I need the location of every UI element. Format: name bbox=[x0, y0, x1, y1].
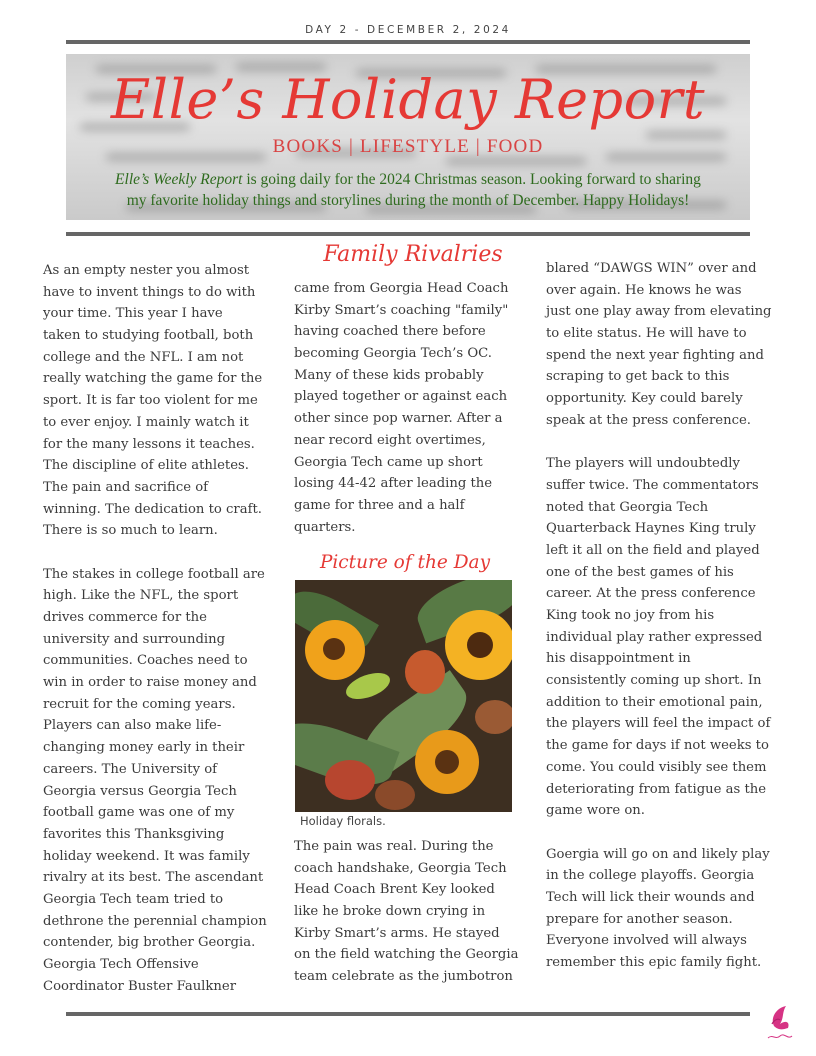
text-line: The discipline of elite athletes. bbox=[43, 458, 249, 474]
blurb-italic: Elle’s Weekly Report bbox=[115, 171, 243, 188]
text-line: The pain and sacrifice of bbox=[43, 479, 209, 495]
report-title: Elle’s Holiday Report bbox=[110, 68, 706, 131]
text-line: Georgia versus Georgia Tech bbox=[43, 783, 237, 799]
text-line: to elite status. He will have to bbox=[546, 326, 747, 342]
header-banner bbox=[66, 54, 750, 220]
holiday-florals-photo bbox=[295, 580, 512, 812]
text-line: near record eight overtimes, bbox=[294, 432, 486, 448]
text-line: Kirby Smart’s coaching "family" bbox=[294, 302, 509, 318]
text-line: career. At the press conference bbox=[546, 586, 756, 602]
text-line: consistently coming up short. In bbox=[546, 673, 762, 689]
text-line: in the college playoffs. Georgia bbox=[546, 868, 755, 884]
text-line: holiday weekend. It was family bbox=[43, 848, 250, 864]
text-line: game for three and a half bbox=[294, 497, 465, 513]
text-line: Coordinator Buster Faulkner bbox=[43, 978, 236, 994]
text-line: played together or against each bbox=[294, 389, 508, 405]
column-2-paragraph-1 bbox=[294, 278, 508, 538]
text-line: having coached there before bbox=[294, 324, 486, 340]
blurb-line-2: my favorite holiday things and storylines during the month of December. Happy Holidays! bbox=[126, 192, 690, 209]
text-line: Goergia will go on and likely play bbox=[546, 846, 770, 862]
text-line: over again. He knows he was bbox=[546, 282, 742, 298]
text-line: university and surrounding bbox=[43, 631, 226, 647]
text-line: have to invent things to do with bbox=[43, 284, 256, 300]
text-line: contender, big brother Georgia. bbox=[43, 935, 256, 951]
text-line: come. You could visibly see them bbox=[546, 759, 767, 775]
text-line: your time. This year I have bbox=[43, 306, 223, 322]
text-line: suffer twice. The commentators bbox=[546, 477, 759, 493]
text-line: one of the best games of his bbox=[546, 564, 734, 580]
text-line: The players will undoubtedly bbox=[546, 456, 740, 472]
text-line: college and the NFL. I am not bbox=[43, 349, 244, 365]
family-rivalries-heading: Family Rivalries bbox=[323, 242, 503, 267]
text-line: football game was one of my bbox=[43, 805, 235, 821]
text-line: Georgia Tech came up short bbox=[294, 454, 483, 470]
article-column-2-bottom bbox=[294, 836, 518, 988]
text-line: Players can also make life- bbox=[43, 718, 222, 734]
text-line: As an empty nester you almost bbox=[43, 263, 250, 278]
text-line: to ever enjoy. I mainly watch it bbox=[43, 414, 249, 430]
text-line: came from Georgia Head Coach bbox=[294, 281, 509, 296]
text-line: King took no joy from his bbox=[546, 608, 715, 623]
text-line: individual play rather expressed bbox=[546, 629, 763, 645]
column-2-paragraph-2 bbox=[294, 836, 518, 988]
text-line: communities. Coaches need to bbox=[43, 653, 248, 669]
text-line: opportunity. Key could barely bbox=[546, 391, 743, 407]
text-line: Kirby Smart’s arms. He stayed bbox=[294, 925, 500, 941]
article-column-3 bbox=[546, 258, 772, 974]
text-line: taken to studying football, both bbox=[43, 328, 254, 344]
text-line: high. Like the NFL, the sport bbox=[43, 588, 239, 604]
text-line: other since pop warner. After a bbox=[294, 411, 503, 427]
report-subtitle: BOOKS | LIFESTYLE | FOOD bbox=[272, 136, 544, 157]
blurb-line-1 bbox=[74, 169, 742, 190]
column-1-paragraph-2 bbox=[43, 564, 267, 998]
text-line: Quarterback Haynes King truly bbox=[546, 521, 756, 537]
text-line: remember this epic family fight. bbox=[546, 955, 762, 970]
column-3-paragraph-3 bbox=[546, 844, 772, 974]
dateline: DAY 2 - DECEMBER 2, 2024 bbox=[305, 24, 511, 36]
text-line: Tech will lick their wounds and bbox=[546, 889, 755, 905]
text-line: spend the next year fighting and bbox=[546, 347, 764, 363]
column-3-paragraph-2 bbox=[546, 453, 772, 822]
text-line: the players will feel the impact of bbox=[546, 716, 771, 732]
text-line: The stakes in college football are bbox=[43, 566, 265, 582]
text-line: favorites this Thanksgiving bbox=[43, 826, 225, 842]
text-line: team celebrate as the jumbotron bbox=[294, 969, 513, 985]
column-1-paragraph-1 bbox=[43, 260, 267, 542]
text-line: drives commerce for the bbox=[43, 610, 207, 625]
text-line: just one play away from elevating bbox=[546, 304, 772, 320]
article-column-2-top bbox=[294, 278, 508, 538]
text-line: sport. It is far too violent for me bbox=[43, 393, 258, 409]
text-line: Many of these kids probably bbox=[294, 367, 484, 383]
top-divider bbox=[66, 40, 750, 44]
footer-divider bbox=[66, 1012, 750, 1016]
text-line: deteriorating from fatigue as the bbox=[546, 781, 767, 797]
report-blurb bbox=[74, 169, 742, 211]
text-line: speak at the press conference. bbox=[546, 412, 751, 428]
picture-of-the-day-heading: Picture of the Day bbox=[319, 552, 491, 573]
text-line: prepare for another season. bbox=[546, 911, 733, 927]
text-line: on the field watching the Georgia bbox=[294, 947, 519, 963]
text-line: losing 44-42 after leading the bbox=[294, 476, 493, 492]
text-line: recruit for the coming years. bbox=[43, 696, 236, 712]
text-line: the game for days if not weeks to bbox=[546, 738, 769, 754]
header-divider bbox=[66, 232, 750, 236]
text-line: winning. The dedication to craft. bbox=[43, 501, 262, 517]
text-line: blared “DAWGS WIN” over and bbox=[546, 261, 757, 276]
text-line: game wore on. bbox=[546, 803, 645, 819]
text-line: Georgia Tech team tried to bbox=[43, 891, 224, 907]
column-3-paragraph-1 bbox=[546, 258, 772, 432]
text-line: left it all on the field and played bbox=[546, 542, 760, 558]
blurb-line-1-rest: is going daily for the 2024 Christmas season. Looking forward to sharing bbox=[242, 171, 701, 188]
text-line: The pain was real. During the bbox=[294, 839, 494, 854]
text-line: for the many lessons it teaches. bbox=[43, 436, 255, 452]
text-line: win in order to raise money and bbox=[43, 675, 257, 691]
text-line: scraping to get back to this bbox=[546, 369, 730, 385]
text-line: like he broke down crying in bbox=[294, 904, 486, 920]
article-column-1 bbox=[43, 260, 267, 997]
text-line: noted that Georgia Tech bbox=[546, 499, 709, 515]
text-line: dethrone the perennial champion bbox=[43, 913, 267, 929]
text-line: quarters. bbox=[294, 519, 356, 535]
text-line: Georgia Tech Offensive bbox=[43, 957, 199, 972]
text-line: rivalry at its best. The ascendant bbox=[43, 870, 264, 886]
photo-caption: Holiday florals. bbox=[300, 814, 386, 828]
text-line: Everyone involved will always bbox=[546, 933, 747, 949]
text-line: changing money early in their bbox=[43, 740, 245, 756]
text-line: becoming Georgia Tech’s OC. bbox=[294, 346, 492, 362]
elle-wolf-signature-logo bbox=[764, 1002, 796, 1046]
text-line: Head Coach Brent Key looked bbox=[294, 882, 495, 898]
text-line: careers. The University of bbox=[43, 761, 218, 777]
text-line: addition to their emotional pain, bbox=[546, 694, 763, 710]
text-line: There is so much to learn. bbox=[43, 523, 218, 539]
text-line: really watching the game for the bbox=[43, 371, 263, 387]
text-line: coach handshake, Georgia Tech bbox=[294, 860, 507, 876]
text-line: his disappointment in bbox=[546, 651, 691, 667]
